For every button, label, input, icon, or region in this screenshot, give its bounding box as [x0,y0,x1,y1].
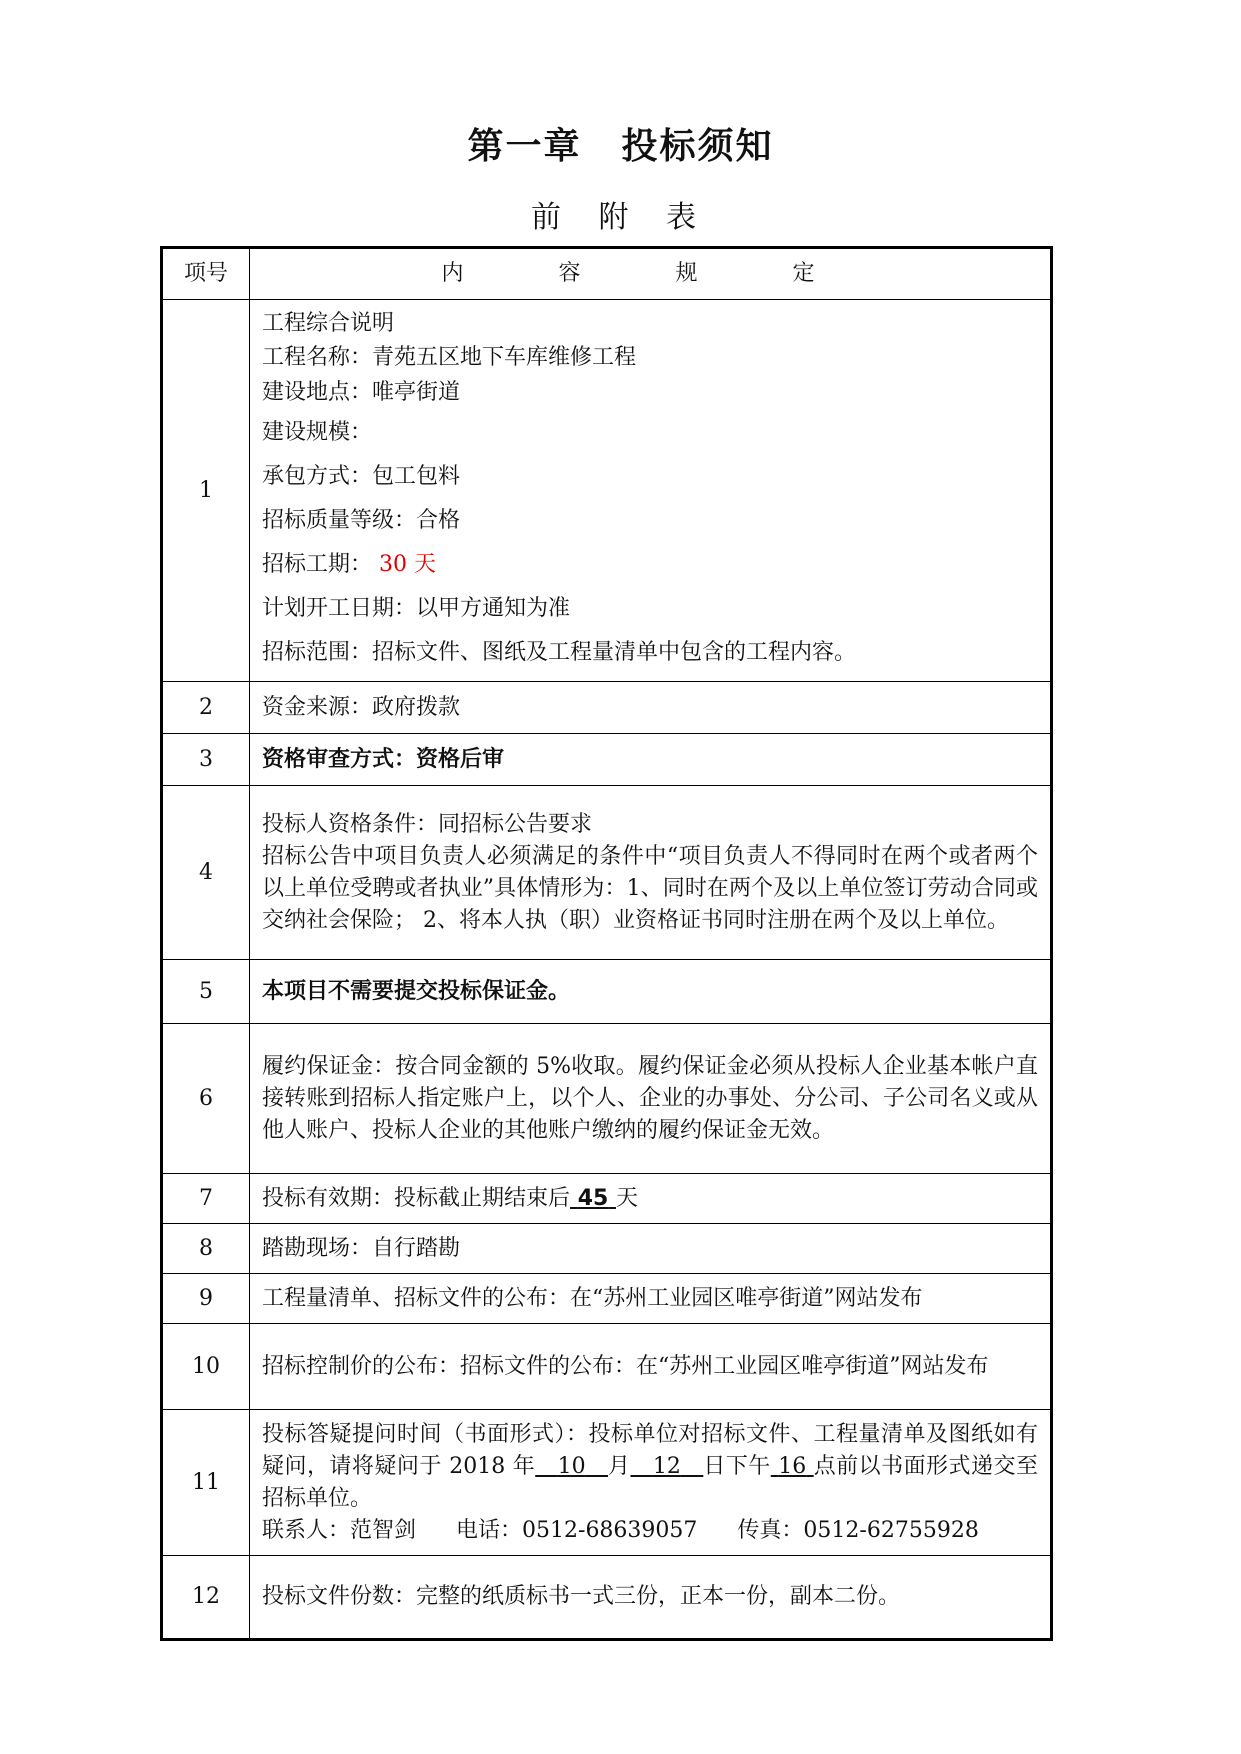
table-row [162,682,1052,734]
contact-phone: 电话：0512-68639057 [456,1517,698,1543]
qualification-line: 投标人资格条件：同招标公告要求 [262,811,593,837]
row-number: 5 [162,960,250,1024]
row-content: 工程量清单、招标文件的公布：在“苏州工业园区唯亭街道”网站发布 [250,1274,1052,1324]
line-location: 建设地点：唯亭街道 [262,379,461,405]
line-project-name: 工程名称：青苑五区地下车库维修工程 [262,344,637,370]
row-content [250,1174,1052,1224]
line-start-date: 计划开工日期：以甲方通知为准 [262,595,571,621]
row-content: 招标控制价的公布：招标文件的公布：在“苏州工业园区唯亭街道”网站发布 [250,1324,1052,1410]
row-number: 6 [162,1024,250,1174]
line-period [262,543,1038,587]
line-scale: 建设规模： [262,419,373,445]
table-row [162,1556,1052,1640]
table-row [162,1224,1052,1274]
qa-day: 12 [652,1453,681,1479]
row-number: 2 [162,682,250,734]
qa-month: 10 [557,1453,586,1479]
table-row [162,734,1052,786]
row-number: 4 [162,786,250,960]
contact-person: 联系人：范智剑 [262,1517,417,1543]
row-number: 7 [162,1174,250,1224]
qualification-detail: 招标公告中项目负责人必须满足的条件中“项目负责人不得同时在两个或者两个以上单位受聘或者执业”具体情形为：1、同时在两个及以上单位签订劳动合同或交纳社会保险； 2、将本人执（职）业资格证书同时注册在两个及以上单位。 [262,843,1038,933]
chapter-name: 投标须知 [621,126,774,167]
qa-hour: 16 [778,1453,807,1479]
table-row [162,1324,1052,1410]
bid-instructions-table [160,246,1053,1641]
table-row [162,1274,1052,1324]
contact-line [262,1515,1038,1547]
qa-day-unit: 日下午 [703,1453,771,1479]
row-content: 履约保证金：按合同金额的 5%收取。履约保证金必须从投标人企业基本帐户直接转账到招标人指定账户上，以个人、企业的办事处、分公司、子公司名义或从他人账户、投标人企业的其他账户缴纳的履约保证金无效。 [250,1024,1052,1174]
table-row [162,786,1052,960]
row-number: 1 [162,300,250,682]
row-content [250,786,1052,960]
table-row [162,300,1052,682]
chapter-number: 第一章 [467,126,582,167]
row-content: 本项目不需要提交投标保证金。 [250,960,1052,1024]
table-row [162,1410,1052,1556]
row-content: 资格审查方式：资格后审 [250,734,1052,786]
qa-intro: 投标答疑提问时间（书面形式）：投标单位对招标文件、工程量清单及图纸如有疑问，请将疑问于 2018 年 [262,1421,1038,1479]
row-number: 9 [162,1274,250,1324]
row-content [250,1410,1052,1556]
row-content [250,300,1052,682]
row-number: 10 [162,1324,250,1410]
row-content: 资金来源：政府拨款 [250,682,1052,734]
table-header-row [162,248,1052,300]
validity-suffix: 天 [615,1185,638,1211]
row-content: 踏勘现场：自行踏勘 [250,1224,1052,1274]
qa-month-unit: 月 [608,1453,631,1479]
header-content: 内 容 规 定 [250,248,1052,300]
header-item-number: 项号 [162,248,250,300]
contact-fax: 传真：0512-62755928 [737,1517,979,1543]
row-number: 12 [162,1556,250,1640]
table-subtitle: 前 附 表 [530,200,711,235]
period-label: 招标工期： [262,551,373,577]
table-row [162,1174,1052,1224]
line-scope: 招标范围：招标文件、图纸及工程量清单中包含的工程内容。 [262,639,857,665]
qa-tail: 点前以书面形式递交至招标单位。 [262,1453,1038,1511]
row-number: 11 [162,1410,250,1556]
line-contract-mode: 承包方式：包工包料 [262,463,461,489]
row-number: 3 [162,734,250,786]
chapter-title [0,118,1241,169]
table-row [162,1024,1052,1174]
validity-days: 45 [577,1185,609,1211]
line-quality: 招标质量等级：合格 [262,507,461,533]
row-number: 8 [162,1224,250,1274]
table-row [162,960,1052,1024]
line-overview: 工程综合说明 [262,310,395,336]
row-content: 投标文件份数：完整的纸质标书一式三份，正本一份，副本二份。 [250,1556,1052,1640]
validity-prefix: 投标有效期：投标截止期结束后 [262,1185,571,1211]
period-value: 30 天 [379,551,437,577]
